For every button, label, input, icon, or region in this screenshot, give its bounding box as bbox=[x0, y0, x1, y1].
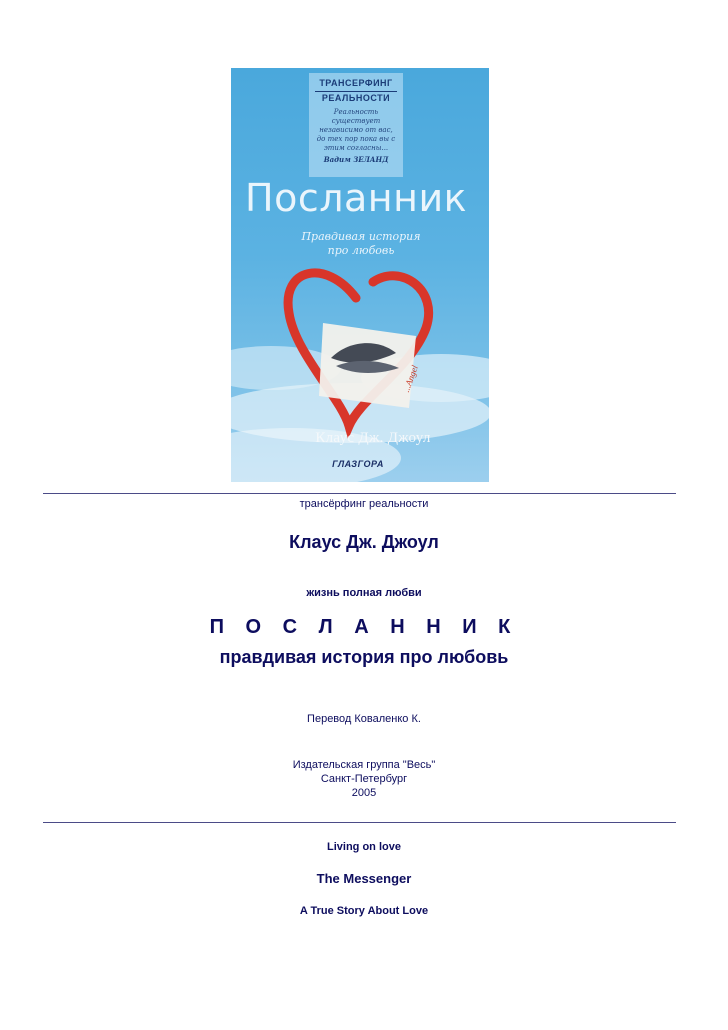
cover-title: Посланник bbox=[245, 176, 468, 220]
publication-city: Санкт-Петербург bbox=[320, 773, 408, 785]
book-cover bbox=[231, 68, 489, 482]
publication-year: 2005 bbox=[351, 787, 377, 799]
cover-subtitle: Правдивая история про любовь bbox=[301, 230, 421, 257]
series-badge-subtitle: РЕАЛЬНОСТИ bbox=[315, 91, 397, 104]
cover-publisher-logo: ГЛАЗГОРА bbox=[332, 459, 384, 469]
series-badge-quote: Реальность существует независимо от вас, до тех пор пока вы с этим согласны... bbox=[316, 108, 396, 152]
original-title: The Messenger bbox=[316, 871, 412, 886]
series-motto: жизнь полная любви bbox=[306, 587, 422, 599]
divider-bottom bbox=[43, 822, 676, 823]
cover-author: Клаус Дж. Джоул bbox=[315, 430, 431, 446]
series-badge-title: ТРАНСЕРФИНГ bbox=[319, 78, 393, 88]
series-badge-author: Вадим ЗЕЛАНД bbox=[323, 155, 389, 164]
series-name: трансёрфинг реальности bbox=[299, 498, 429, 510]
original-subtitle: A True Story About Love bbox=[299, 905, 429, 917]
cover-angel-text: ...Angel bbox=[401, 363, 420, 394]
series-badge bbox=[309, 73, 403, 177]
book-subtitle: правдивая история про любовь bbox=[219, 647, 509, 667]
author-name: Клаус Дж. Джоул bbox=[289, 532, 439, 552]
divider-top bbox=[43, 493, 676, 494]
publisher-name: Издательская группа "Весь" bbox=[292, 759, 436, 771]
book-title: П О С Л А Н Н И К bbox=[209, 616, 519, 638]
translator: Перевод Коваленко К. bbox=[307, 713, 421, 725]
original-series: Living on love bbox=[327, 841, 401, 853]
